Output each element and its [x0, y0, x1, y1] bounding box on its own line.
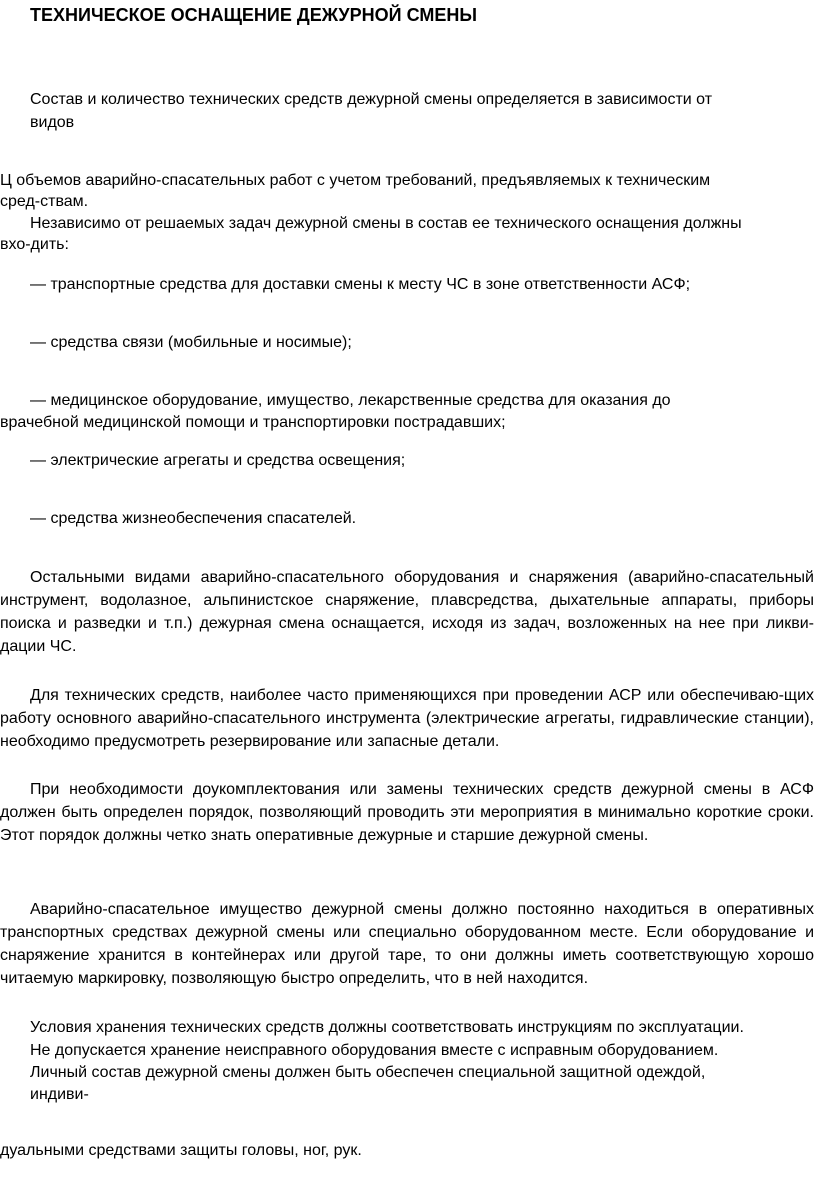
intro-line-1: Состав и количество технических средств дежурной смены определяется в зависимости от: [30, 91, 713, 108]
para7-line-5: дуальными средствами защиты головы, ног, рук.: [0, 1142, 362, 1159]
paragraph-storage-property: [0, 898, 814, 990]
list-item-transport: — транспортные средства для доставки смены к месту ЧС в зоне ответственности АСФ;: [30, 276, 691, 293]
paragraph-replacement-text: При необходимости доукомплектования или замены технических средств дежурной смены в АСФ должен быть определен порядок, позволяющий проводить эти мероприятия в минимально короткие сроки. Этот порядок должны четко знать оперативные дежурные и старшие дежурной смены.: [0, 781, 814, 844]
paragraph-reserve-text: Для технических средств, наиболее часто применяющихся при проведении АСР или обеспечиваю-щих работу основного аварийно-спасательного инструмента (электрические агрегаты, гидравлические станции), необходимо предусмотреть резервирование или запасные детали.: [0, 687, 814, 750]
page-title: ТЕХНИЧЕСКОЕ ОСНАЩЕНИЕ ДЕЖУРНОЙ СМЕНЫ: [30, 5, 477, 25]
paragraph-replacement: [0, 778, 814, 847]
list-item-communications: — средства связи (мобильные и носимые);: [30, 334, 352, 351]
intro-line-4: сред-ствам.: [0, 193, 89, 210]
para2-line-1: Независимо от решаемых задач дежурной смены в состав ее технического оснащения должны: [30, 215, 742, 232]
paragraph-equipment: [0, 566, 814, 658]
para7-line-1: Условия хранения технических средств должны соответствовать инструкциям по эксплуатации.: [30, 1019, 744, 1036]
list-item-electrical: — электрические агрегаты и средства освещения;: [30, 452, 406, 469]
paragraph-storage-property-text: Аварийно-спасательное имущество дежурной смены должно постоянно находиться в оперативных транспортных средствах дежурной смены или специально оборудованном месте. Если оборудование и снаряжение хранится в контейнерах или другой таре, то они должны иметь соответствующую хорошо читаемую маркировку, позволяющую быстро определить, что в ней находится.: [0, 901, 814, 987]
para7-line-4: индиви-: [30, 1086, 89, 1103]
list-item-medical: — медицинское оборудование, имущество, лекарственные средства для оказания до: [30, 392, 671, 409]
para7-line-3: Личный состав дежурной смены должен быть обеспечен специальной защитной одеждой,: [30, 1064, 706, 1081]
para2-line-2: вхо-дить:: [0, 236, 69, 253]
paragraph-reserve: [0, 684, 814, 753]
intro-line-2: видов: [30, 114, 75, 131]
paragraph-equipment-text: Остальными видами аварийно-спасательного оборудования и снаряжения (аварийно-спасательный инструмент, водолазное, альпинистское снаряжение, плавсредства, дыхательные аппараты, приборы поиска и разведки и т.п.) дежурная смена оснащается, исходя из задач, возложенных на нее при ликви-дации ЧС.: [0, 569, 814, 655]
intro-line-3: Ц объемов аварийно-спасательных работ с учетом требований, предъявляемых к техническим: [0, 172, 711, 189]
list-item-medical-cont: врачебной медицинской помощи и транспортировки пострадавших;: [0, 414, 506, 431]
list-item-life-support: — средства жизнеобеспечения спасателей.: [30, 510, 357, 527]
para7-line-2: Не допускается хранение неисправного оборудования вместе с исправным оборудованием.: [30, 1042, 719, 1059]
